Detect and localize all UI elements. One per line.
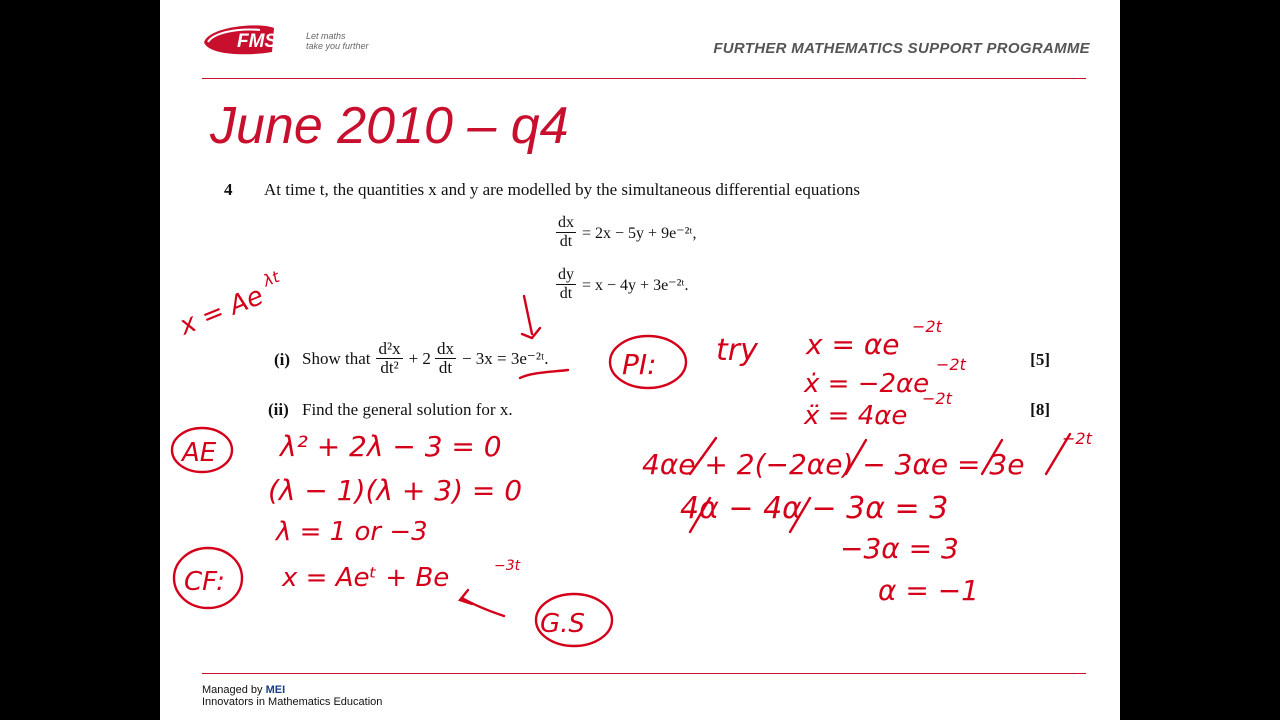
part-i-label: (i) <box>274 350 291 369</box>
ink-underline <box>520 370 568 378</box>
ink-ae-line3: λ = 1 or −3 <box>276 517 428 547</box>
svg-text:−2t: −2t <box>1062 429 1092 448</box>
question-intro: At time t, the quantities x and y are modelled by the simultaneous differential equations <box>264 180 860 199</box>
ink-pi-line3: ẍ = 4αe <box>804 401 908 431</box>
part-ii-marks: [8] <box>1030 400 1050 419</box>
equation-dx-dt: $\frac{dx}{dt}$ = 2x − 5y + 9e⁻²ᵗ, <box>558 214 697 250</box>
part-ii-label: (ii) <box>268 400 289 419</box>
footer-tagline: Innovators in Mathematics Education <box>202 696 383 708</box>
ink-gs-label: G.S <box>540 609 585 639</box>
equation-dy-dt: $\frac{dy}{dt}$ = x − 4y + 3e⁻²ᵗ. <box>558 266 689 302</box>
footer-managed-by: Managed by MEI <box>202 684 286 696</box>
question-number: 4 <box>224 180 233 199</box>
part-i-text: Show that $\frac{\text{d²x}}{\text{dt²}}$ + 2 $\frac{dx}{dt}$ − 3x = 3e⁻²ᵗ. <box>302 339 549 377</box>
logo-text: FMSP <box>237 31 290 52</box>
ink-gs-arrow <box>462 598 504 616</box>
ink-x-guess-exp: λt <box>260 266 283 291</box>
ink-pi-label: PI: <box>622 348 657 381</box>
ink-arrow-down <box>524 296 532 334</box>
slide-title: June 2010 – q4 <box>210 97 569 155</box>
ink-pi-try: try <box>716 333 758 368</box>
ink-cf-label: CF: <box>184 567 225 597</box>
ink-sub-line: 4αe + 2(−2αe) − 3αe = 3e <box>642 448 1025 481</box>
part-i-marks: [5] <box>1030 350 1050 369</box>
ink-simp-line3: α = −1 <box>878 574 979 607</box>
mei-logo: MEI <box>265 684 286 696</box>
ink-ae-label: AE <box>182 438 217 468</box>
ink-cancel-4 <box>1046 434 1070 474</box>
logo-tagline: Let maths take you further <box>306 31 369 51</box>
svg-text:−2t: −2t <box>922 389 952 408</box>
ink-simp-line1: 4α − 4α − 3α = 3 <box>680 491 949 526</box>
ink-simp-line2: −3α = 3 <box>840 532 959 565</box>
ink-pi-line1: x = αe <box>806 328 900 361</box>
part-ii-text: Find the general solution for x. <box>302 400 513 419</box>
ink-cf-line: x = Aeᵗ + Be <box>282 563 450 593</box>
ink-pi-line2: ẋ = −2αe <box>804 369 930 399</box>
ink-x-guess: x = Ae <box>175 280 268 342</box>
ink-cf-exp: −3t <box>494 558 521 574</box>
svg-text:−2t: −2t <box>936 355 966 374</box>
ink-ae-line2: (λ − 1)(λ + 3) = 0 <box>268 474 523 507</box>
slide <box>160 0 1120 720</box>
ink-ae-line1: λ² + 2λ − 3 = 0 <box>280 430 502 463</box>
programme-title: FURTHER MATHEMATICS SUPPORT PROGRAMME <box>713 40 1090 57</box>
footer-divider <box>202 673 1086 674</box>
svg-text:−2t: −2t <box>912 317 942 336</box>
handwritten-annotations <box>160 0 1120 720</box>
